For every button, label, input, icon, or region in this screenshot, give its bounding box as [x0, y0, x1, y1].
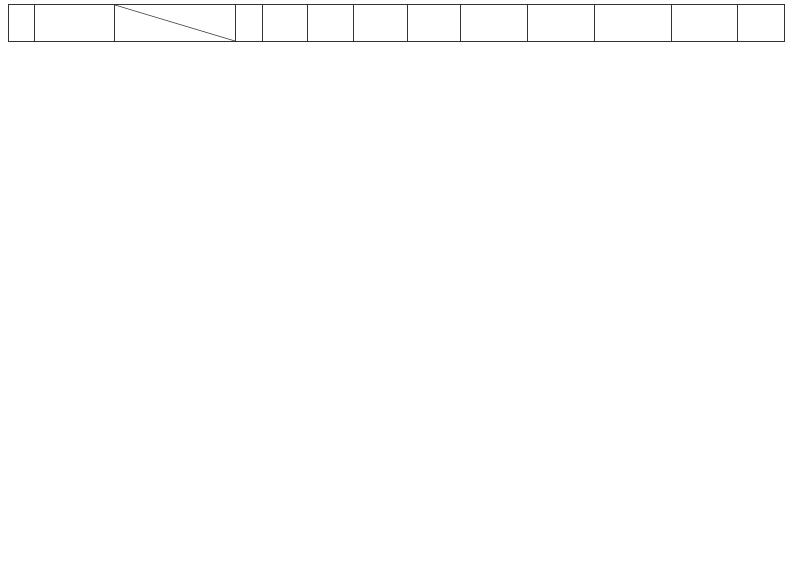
- header-free-paint: [236, 5, 263, 42]
- header-mix-oil-gloss: [528, 5, 595, 42]
- header-row: [9, 5, 785, 42]
- header-pcc-multi: [595, 5, 672, 42]
- diagonal-divider: [115, 5, 235, 41]
- header-mix-oil-skin: [461, 5, 528, 42]
- header-material-category: [115, 5, 236, 42]
- header-remark: [738, 5, 785, 42]
- price-table: [8, 4, 785, 42]
- header-pcc-straight: [408, 5, 461, 42]
- header-index: [9, 5, 35, 42]
- header-hardware: [308, 5, 354, 42]
- header-pcc-walnut: [672, 5, 738, 42]
- header-mix-oil-water: [354, 5, 408, 42]
- header-image: [35, 5, 115, 42]
- header-mix-oil-door: [263, 5, 308, 42]
